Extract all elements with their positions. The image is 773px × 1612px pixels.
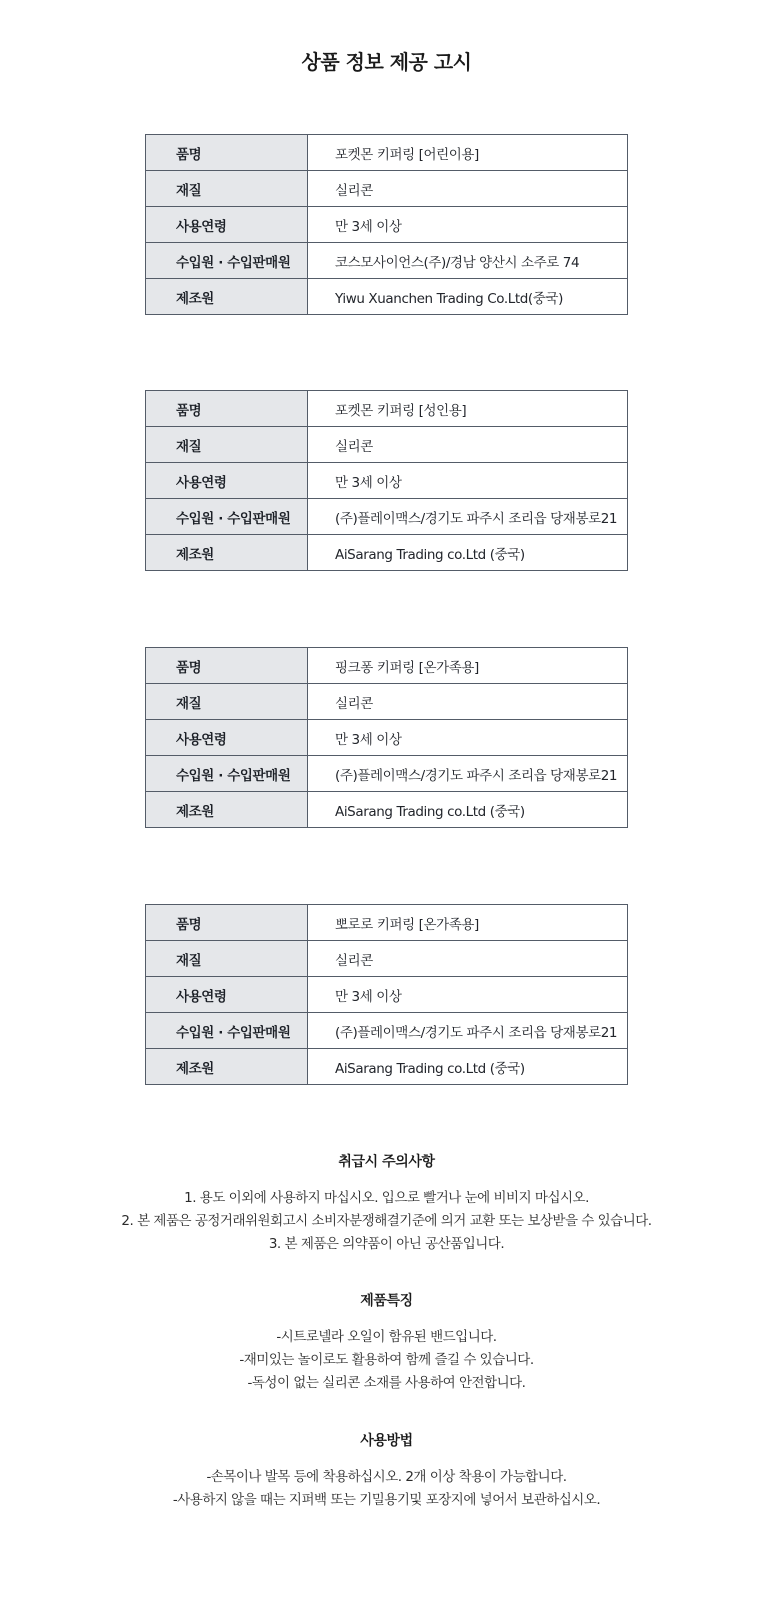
row-label-age: 사용연령	[146, 207, 308, 243]
row-value-manufacturer: AiSarang Trading co.Ltd (중국)	[308, 535, 628, 571]
table-row	[146, 427, 628, 463]
row-label-age: 사용연령	[146, 463, 308, 499]
row-value-product-name: 포켓몬 키퍼링 [성인용]	[308, 391, 628, 427]
table-row	[146, 279, 628, 315]
table-row	[146, 463, 628, 499]
caution-section	[0, 1151, 773, 1256]
row-label-material: 재질	[146, 941, 308, 977]
features-title: 제품특징	[360, 1293, 413, 1309]
caution-line: 3. 본 제품은 의약품이 아닌 공산품입니다.	[268, 1236, 505, 1252]
table-row	[146, 171, 628, 207]
usage-line: -사용하지 않을 때는 지퍼백 또는 기밀용기및 포장지에 넣어서 보관하십시오.	[172, 1492, 601, 1508]
row-value-product-name: 핑크퐁 키퍼링 [온가족용]	[308, 648, 628, 684]
row-label-manufacturer: 제조원	[146, 1049, 308, 1085]
row-label-importer: 수입원 · 수입판매원	[146, 499, 308, 535]
table-row	[146, 499, 628, 535]
feature-line: -시트로넬라 오일이 함유된 밴드입니다.	[276, 1329, 497, 1345]
row-value-product-name: 뽀로로 키퍼링 [온가족용]	[308, 905, 628, 941]
features-list	[0, 1326, 773, 1395]
table-row	[146, 792, 628, 828]
table-row	[146, 535, 628, 571]
table-row	[146, 684, 628, 720]
row-value-manufacturer: Yiwu Xuanchen Trading Co.Ltd(중국)	[308, 279, 628, 315]
row-label-manufacturer: 제조원	[146, 535, 308, 571]
row-value-age: 만 3세 이상	[308, 977, 628, 1013]
row-value-material: 실리콘	[308, 427, 628, 463]
row-label-importer: 수입원 · 수입판매원	[146, 1013, 308, 1049]
product-info-table	[145, 134, 628, 315]
row-value-age: 만 3세 이상	[308, 463, 628, 499]
features-section	[0, 1290, 773, 1395]
caution-line: 2. 본 제품은 공정거래위원회고시 소비자분쟁해결기준에 의거 교환 또는 보상받을 수 있습니다.	[121, 1213, 652, 1229]
row-label-manufacturer: 제조원	[146, 792, 308, 828]
row-label-material: 재질	[146, 684, 308, 720]
caution-title: 취급시 주의사항	[338, 1154, 435, 1170]
row-value-material: 실리콘	[308, 941, 628, 977]
row-value-age: 만 3세 이상	[308, 207, 628, 243]
row-label-importer: 수입원 · 수입판매원	[146, 243, 308, 279]
row-value-importer: 코스모사이언스(주)/경남 양산시 소주로 74	[308, 243, 628, 279]
feature-line: -독성이 없는 실리콘 소재를 사용하여 안전합니다.	[247, 1375, 526, 1391]
table-row	[146, 756, 628, 792]
row-label-manufacturer: 제조원	[146, 279, 308, 315]
row-value-manufacturer: AiSarang Trading co.Ltd (중국)	[308, 792, 628, 828]
row-label-product-name: 품명	[146, 391, 308, 427]
caution-list	[0, 1187, 773, 1256]
usage-title: 사용방법	[360, 1433, 413, 1449]
row-value-importer: (주)플레이맥스/경기도 파주시 조리읍 당재봉로21	[308, 1013, 628, 1049]
row-value-manufacturer: AiSarang Trading co.Ltd (중국)	[308, 1049, 628, 1085]
row-value-importer: (주)플레이맥스/경기도 파주시 조리읍 당재봉로21	[308, 756, 628, 792]
usage-list	[0, 1466, 773, 1512]
table-row	[146, 135, 628, 171]
caution-line: 1. 용도 이외에 사용하지 마십시오. 입으로 빨거나 눈에 비비지 마십시오.	[184, 1190, 589, 1206]
row-label-product-name: 품명	[146, 905, 308, 941]
table-row	[146, 243, 628, 279]
page-title: 상품 정보 제공 고시	[301, 50, 472, 74]
table-row	[146, 977, 628, 1013]
product-info-table	[145, 390, 628, 571]
row-value-product-name: 포켓몬 키퍼링 [어린이용]	[308, 135, 628, 171]
row-label-age: 사용연령	[146, 720, 308, 756]
table-row	[146, 905, 628, 941]
table-row	[146, 207, 628, 243]
usage-section	[0, 1430, 773, 1512]
table-row	[146, 1013, 628, 1049]
table-row	[146, 1049, 628, 1085]
table-row	[146, 941, 628, 977]
feature-line: -재미있는 놀이로도 활용하여 함께 즐길 수 있습니다.	[239, 1352, 534, 1368]
row-label-age: 사용연령	[146, 977, 308, 1013]
row-label-product-name: 품명	[146, 648, 308, 684]
product-info-table	[145, 647, 628, 828]
row-label-product-name: 품명	[146, 135, 308, 171]
row-label-material: 재질	[146, 427, 308, 463]
usage-line: -손목이나 발목 등에 착용하십시오. 2개 이상 착용이 가능합니다.	[206, 1469, 567, 1485]
table-row	[146, 648, 628, 684]
row-value-importer: (주)플레이맥스/경기도 파주시 조리읍 당재봉로21	[308, 499, 628, 535]
row-value-material: 실리콘	[308, 171, 628, 207]
row-value-material: 실리콘	[308, 684, 628, 720]
row-value-age: 만 3세 이상	[308, 720, 628, 756]
row-label-material: 재질	[146, 171, 308, 207]
table-row	[146, 720, 628, 756]
product-info-table	[145, 904, 628, 1085]
row-label-importer: 수입원 · 수입판매원	[146, 756, 308, 792]
table-row	[146, 391, 628, 427]
